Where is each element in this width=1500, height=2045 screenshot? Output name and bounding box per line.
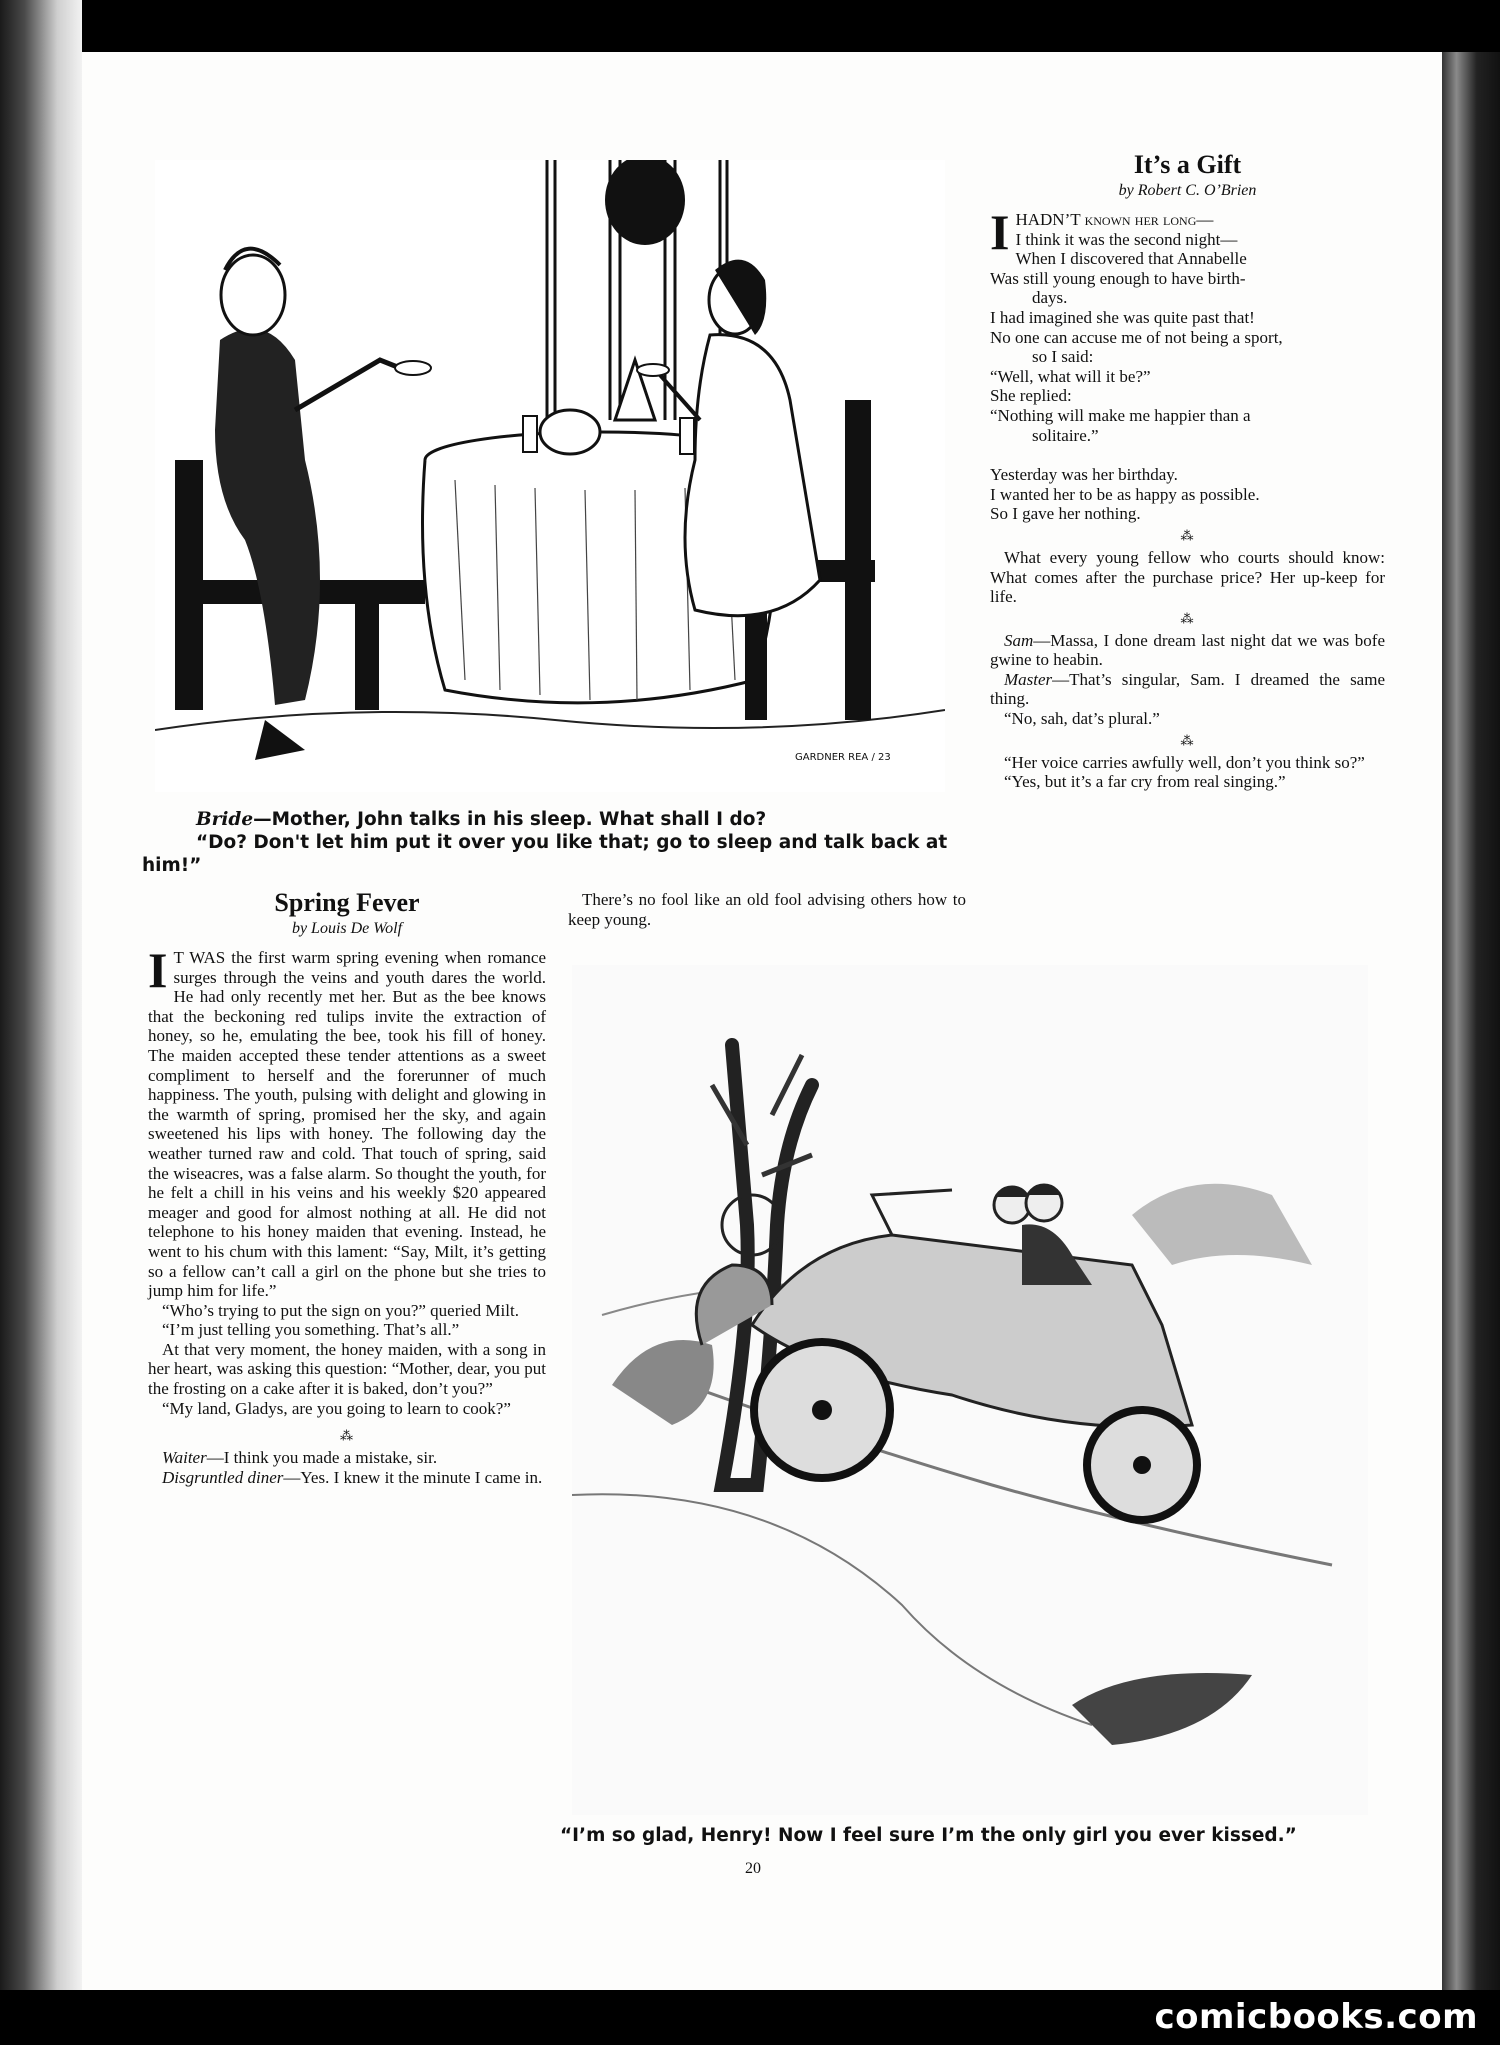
sam-line: —Massa, I done dream last night dat we was bofe gwine to heabin. <box>990 630 1385 670</box>
master-speaker: Master <box>1004 669 1053 689</box>
book-spine-left <box>0 0 82 1990</box>
site-watermark: comicbooks.com <box>1154 1997 1478 2037</box>
paragraph: “Who’s trying to put the sign on you?” queried Milt. <box>162 1300 519 1320</box>
paragraph: T WAS the first warm spring evening when romance surges through the veins and youth dares the world. He had only recently met her. But as the bee knows that the beckoning red tulips invite the extraction of honey, so he, emulating the bee, took his fill of honey. The maiden accepted these tender attentions as a sweet compliment to herself and the forerunner of much happiness. The youth, pulsing with delight and glowing in the warmth of spring, promised her the sky, and again sweetened his lips with honey. The following day the weather turned raw and cold. That touch of spring, said the wiseacres, was a false alarm. So thought the youth, for he felt a chill in his veins and his weekly $20 appeared meager and good for almost nothing at all. He did not telephone to his honey maiden that evening. Instead, he went to his chum with this lament: “Say, Milt, it’s getting so a fellow can’t call a girl on the phone but she tries to jump him for life.” <box>148 948 546 1301</box>
waiter-speaker: Waiter <box>162 1448 207 1468</box>
caption-speaker: Bride <box>196 809 254 830</box>
dropcap: I <box>148 942 168 998</box>
voice-joke <box>990 753 1385 792</box>
poem-line: HADN’T known her long— <box>1015 210 1214 229</box>
poem-line: No one can accuse me of not being a sport, <box>990 327 1283 347</box>
sam-speaker: Sam <box>1004 630 1034 650</box>
artist-signature: GARDNER REA / 23 <box>795 752 891 763</box>
poem-line: days. <box>1032 288 1068 308</box>
its-a-gift-title: It’s a Gift <box>1133 150 1242 179</box>
spring-fever-text <box>148 942 546 1418</box>
top-cartoon-caption <box>142 808 962 877</box>
car-cartoon-caption <box>560 1824 1360 1847</box>
diner-speaker: Disgruntled diner <box>162 1467 284 1487</box>
poem-line: “Nothing will make me happier than a <box>990 405 1251 425</box>
poem-line: Was still young enough to have birth- <box>990 268 1246 288</box>
old-fool-joke <box>568 890 966 929</box>
poem-line: She replied: <box>990 386 1072 406</box>
car-crash-drawing <box>572 965 1368 1815</box>
its-a-gift-byline: by Robert C. O’Brien <box>1118 182 1257 199</box>
diner-line: —Yes. I knew it the minute I came in. <box>283 1467 543 1487</box>
breakfast-table-illustration <box>155 160 945 792</box>
paragraph: “My land, Gladys, are you going to learn to cook?” <box>162 1398 511 1418</box>
master-line: —That’s singular, Sam. I dreamed the same thing. <box>990 669 1385 709</box>
voice-answer: “Yes, but it’s a far cry from real singing.” <box>1004 772 1286 792</box>
ornament: ⁂ <box>1180 732 1195 748</box>
book-spine-right <box>1442 52 1500 1990</box>
sam-reply: “No, sah, dat’s plural.” <box>1004 709 1160 729</box>
waiter-line: —I think you made a mistake, sir. <box>206 1448 438 1468</box>
poem-line: I had imagined she was quite past that! <box>990 307 1255 327</box>
spring-fever-column <box>148 888 546 1487</box>
poem-line: So I gave her nothing. <box>990 504 1141 524</box>
ornament: ⁂ <box>1180 527 1195 543</box>
poem-line: I wanted her to be as happy as possible. <box>990 484 1260 504</box>
ornament: ⁂ <box>1180 610 1195 626</box>
caption-line-1: —Mother, John talks in his sleep. What shall I do? <box>253 809 767 830</box>
poem-line: solitaire.” <box>1032 425 1099 445</box>
dropcap: I <box>990 204 1010 260</box>
ornament: ⁂ <box>340 1428 354 1444</box>
voice-question: “Her voice carries awfully well, don’t you think so?” <box>1004 752 1365 772</box>
courts-joke <box>990 548 1385 607</box>
poem-line: “Well, what will it be?” <box>990 366 1151 386</box>
page-number: 20 <box>745 1860 761 1877</box>
caption-line-2: “Do? Don't let him put it over you like that; go to sleep and talk back at him!” <box>142 832 948 876</box>
poem-line: so I said: <box>1032 347 1094 367</box>
paragraph: At that very moment, the honey maiden, with a song in her heart, was asking this question: “Mother, dear, you put the frosting on a cake after it is baked, don’t you?” <box>148 1339 546 1399</box>
poem-line: I think it was the second night— <box>1015 229 1238 249</box>
old-fool-text: There’s no fool like an old fool advising others how to keep young. <box>568 890 966 929</box>
poem-line: When I discovered that Annabelle <box>1015 249 1247 269</box>
spring-fever-title: Spring Fever <box>274 888 420 917</box>
car-caption-text: “I’m so glad, Henry! Now I feel sure I’m the only girl you ever kissed.” <box>560 1825 1297 1846</box>
breakfast-table-drawing <box>155 160 945 792</box>
courts-text: What every young fellow who courts should know: What comes after the purchase price? Her up-keep for life. <box>990 547 1385 607</box>
waiter-joke <box>148 1448 546 1487</box>
spring-fever-byline: by Louis De Wolf <box>291 920 403 937</box>
poem-line: Yesterday was her birthday. <box>990 465 1178 485</box>
sam-joke <box>990 631 1385 729</box>
car-crash-illustration <box>572 965 1368 1815</box>
its-a-gift-poem <box>990 204 1385 524</box>
paragraph: “I’m just telling you something. That’s all.” <box>162 1320 460 1340</box>
its-a-gift-column <box>990 150 1385 792</box>
